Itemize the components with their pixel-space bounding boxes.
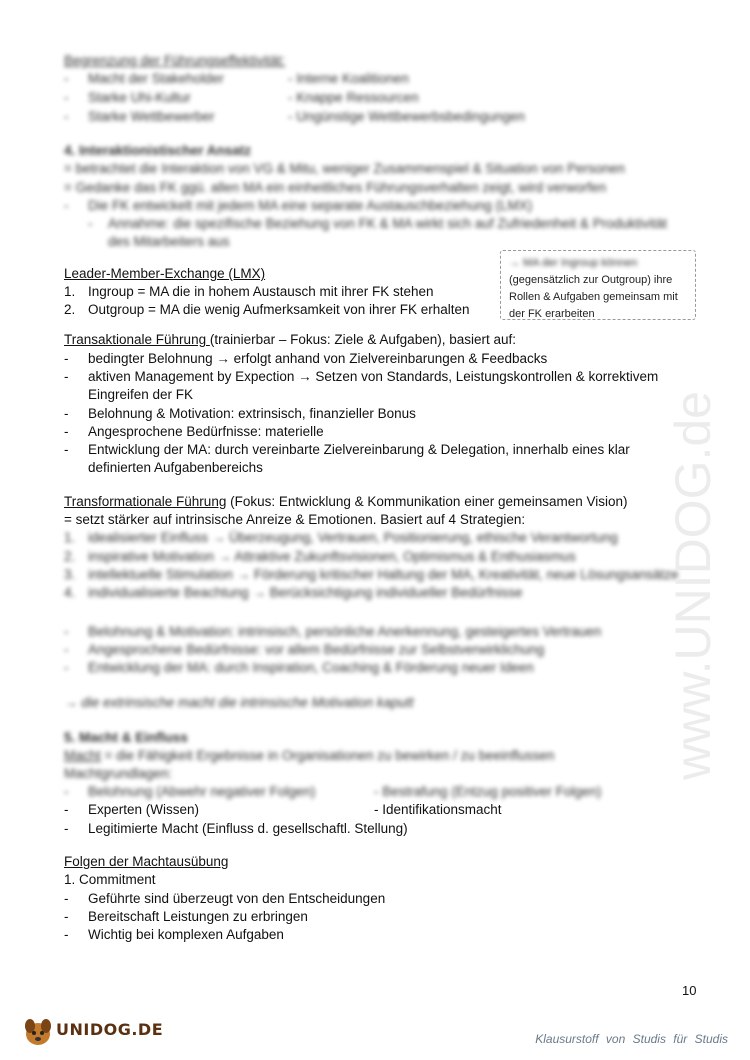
blurred-number: 1. xyxy=(64,530,76,545)
blurred-conclusion: → die extrinsische macht die intrinsische Motivation kaputt xyxy=(64,695,414,710)
watermark-text: www.UNIDOG.de xyxy=(665,391,721,780)
blurred-definition-term: Macht xyxy=(64,748,101,763)
list-dash: - xyxy=(64,821,69,836)
side-note-line: Rollen & Aufgaben gemeinsam mit xyxy=(509,291,678,303)
blurred-text: des Mitarbeiters aus xyxy=(108,234,230,249)
lmx-heading: Leader-Member-Exchange (LMX) xyxy=(64,266,266,281)
folgen-subheading: 1. Commitment xyxy=(64,872,156,887)
transaktional-item: aktiven Management by Expection → Setzen von Standards, Leistungskontrollen & korrektivem xyxy=(88,369,659,384)
transaktional-title: Transaktionale Führung xyxy=(64,332,210,347)
blurred-text: Machtgrundlagen: xyxy=(64,766,173,781)
transaktional-item-cont: definierten Aufgabenbereichs xyxy=(88,460,263,475)
blurred-section-heading: 4. Interaktionistischer Ansatz xyxy=(64,143,252,158)
blurred-dash: - xyxy=(64,198,69,213)
blurred-text: - Interne Koalitionen xyxy=(288,71,409,86)
side-note-line: der FK erarbeiten xyxy=(509,308,595,320)
list-dash: - xyxy=(64,927,69,942)
blurred-section-heading: 5. Macht & Einfluss xyxy=(64,730,188,745)
blurred-text: Starke Wettbewerber xyxy=(88,109,215,124)
blurred-dash: - xyxy=(64,71,69,86)
transaktional-item: bedingter Belohnung → erfolgt anhand von Zielvereinbarungen & Feedbacks xyxy=(88,351,548,366)
side-note-line: (gegensätzlich zur Outgroup) ihre xyxy=(509,274,673,286)
blurred-heading: Begrenzung der Führungseffektivität: xyxy=(64,53,286,68)
transaktional-item: Belohnung & Motivation: extrinsisch, finanzieller Bonus xyxy=(88,406,416,421)
side-note-blurred-line: → MA der Ingroup können xyxy=(509,257,638,269)
list-dash: - xyxy=(64,424,69,439)
lmx-number: 2. xyxy=(64,302,76,317)
blurred-dash: - xyxy=(64,660,69,675)
footer-text: Klausurstoff von Studis für Studis xyxy=(535,1032,728,1046)
blurred-number: 3. xyxy=(64,567,76,582)
logo-text: UNIDOG.DE xyxy=(56,1020,164,1039)
folgen-item: Wichtig bei komplexen Aufgaben xyxy=(88,927,284,942)
transformational-title: Transformationale Führung xyxy=(64,494,227,509)
folgen-item: Geführte sind überzeugt von den Entscheidungen xyxy=(88,891,386,906)
transaktional-item-cont: Eingreifen der FK xyxy=(88,387,194,402)
list-dash: - xyxy=(64,891,69,906)
blurred-dash: - xyxy=(64,109,69,124)
transformational-title-rest: (Fokus: Entwicklung & Kommunikation einer gemeinsamen Vision) xyxy=(226,494,628,509)
list-dash: - xyxy=(64,351,69,366)
machtgrundlage-item: Legitimierte Macht (Einfluss d. gesellschaftl. Stellung) xyxy=(88,821,408,836)
watermark xyxy=(640,250,750,810)
blurred-definition-text: = die Fähigkeit Ergebnisse in Organisationen zu bewirken / zu beeinflussen xyxy=(100,748,555,763)
blurred-text: = Gedanke das FK ggü. allen MA ein einheitliches Führungsverhalten zeigt, wird verworfen xyxy=(64,180,607,195)
blurred-dash: - xyxy=(64,90,69,105)
blurred-text: Belohnung (Abwehr negativer Folgen) xyxy=(88,784,316,799)
transaktional-title-rest: (trainierbar – Fokus: Ziele & Aufgaben), basiert auf: xyxy=(209,332,516,347)
blurred-dash: - xyxy=(64,784,69,799)
blurred-number: 2. xyxy=(64,549,76,564)
blurred-text: Die FK entwickelt mit jedem MA eine separate Austauschbeziehung (LMX) xyxy=(88,198,533,213)
blurred-text: - Ungünstige Wettbewerbsbedingungen xyxy=(288,109,525,124)
transformational-heading xyxy=(64,493,628,511)
lmx-item-ingroup: Ingroup = MA die in hohem Austausch mit ihrer FK stehen xyxy=(88,284,434,299)
blurred-text: - Knappe Ressourcen xyxy=(288,90,419,105)
list-dash: - xyxy=(64,406,69,421)
list-dash: - xyxy=(64,442,69,457)
blurred-text: Entwicklung der MA: durch Inspiration, Coaching & Förderung neuer Ideen xyxy=(88,660,534,675)
machtgrundlage-item: - Identifikationsmacht xyxy=(374,802,502,817)
blurred-text: Annahme: die spezifische Beziehung von FK & MA wirkt sich auf Zufriedenheit & Produktivität xyxy=(108,216,668,231)
list-dash: - xyxy=(64,802,69,817)
blurred-text: - Bestrafung (Entzug positiver Folgen) xyxy=(374,784,602,799)
folgen-item: Bereitschaft Leistungen zu erbringen xyxy=(88,909,308,924)
blurred-text: Macht der Stakeholder xyxy=(88,71,224,86)
blurred-dash: - xyxy=(64,642,69,657)
blurred-text: idealisierter Einfluss → Überzeugung, Vertrauen, Positionierung, ethische Verantwortung xyxy=(88,530,618,545)
blurred-text: individualisierte Beachtung → Berücksichtigung individueller Bedürfnisse xyxy=(88,585,523,600)
blurred-text: = betrachtet die Interaktion von VG & Mitu, weniger Zusammenspiel & Situation von Personen xyxy=(64,161,625,176)
blurred-text: intellektuelle Stimulation → Förderung kritischer Haltung der MA, Kreativität, neue Lösungsansätze xyxy=(88,567,679,582)
blurred-definition xyxy=(64,747,554,765)
folgen-heading: Folgen der Machtausübung xyxy=(64,854,229,869)
blurred-text: Starke Uhi-Kultur xyxy=(88,90,191,105)
page-number: 10 xyxy=(682,983,697,998)
blurred-dash: - xyxy=(64,624,69,639)
transaktional-heading xyxy=(64,331,516,349)
transaktional-item: Angesprochene Bedürfnisse: materielle xyxy=(88,424,324,439)
machtgrundlage-item: Experten (Wissen) xyxy=(88,802,200,817)
blurred-text: Belohnung & Motivation: intrinsisch, persönliche Anerkennung, gesteigertes Vertrauen xyxy=(88,624,602,639)
blurred-text: inspirative Motivation → Attraktive Zukunftsvisionen, Optimismus & Enthusiasmus xyxy=(88,549,576,564)
lmx-item-outgroup: Outgroup = MA die wenig Aufmerksamkeit von ihrer FK erhalten xyxy=(88,302,470,317)
list-dash: - xyxy=(64,909,69,924)
list-dash: - xyxy=(64,369,69,384)
transformational-intro: = setzt stärker auf intrinsische Anreize & Emotionen. Basiert auf 4 Strategien: xyxy=(64,512,526,527)
blurred-number: 4. xyxy=(64,585,76,600)
blurred-dash: - xyxy=(88,216,93,231)
transaktional-item: Entwicklung der MA: durch vereinbarte Zielvereinbarung & Delegation, innerhalb eines klar xyxy=(88,442,630,457)
lmx-number: 1. xyxy=(64,284,76,299)
blurred-text: Angesprochene Bedürfnisse: vor allem Bedürfnisse zur Selbstverwirklichung xyxy=(88,642,545,657)
